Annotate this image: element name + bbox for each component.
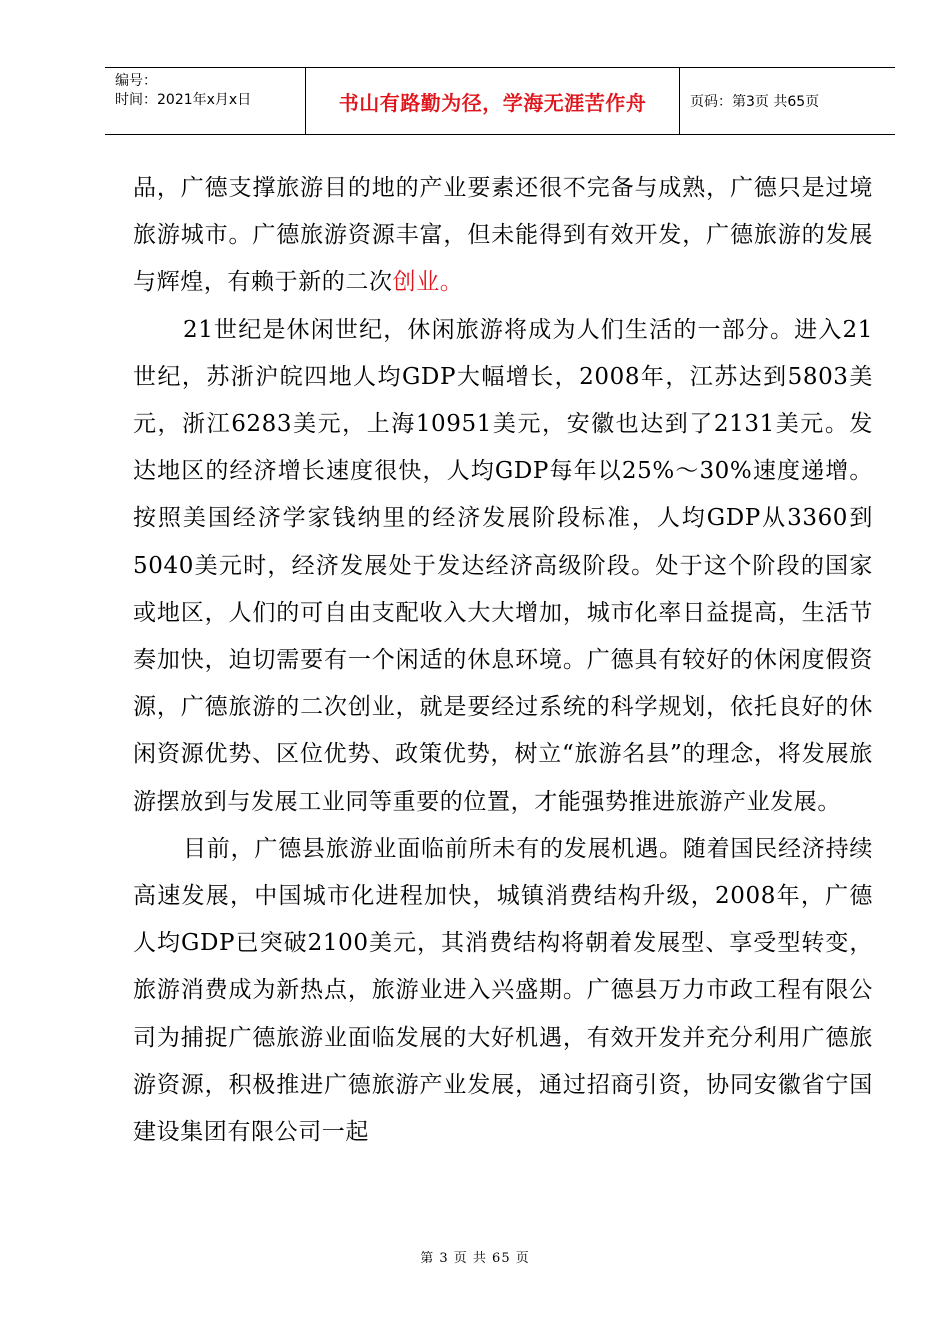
header-motto: 书山有路勤为径，学海无涯苦作舟 [306, 68, 680, 134]
page-footer: 第 3 页 共 65 页 [420, 1251, 530, 1266]
body-text [133, 165, 873, 1156]
paragraph-3: 目前，广德县旅游业面临前所未有的发展机遇。随着国民经济持续高速发展，中国城市化进程加快，城镇消费结构升级，2008年，广德人均GDP已突破2100美元，其消费结构将朝着发展型、享受型转变，旅游消费成为新热点，旅游业进入兴盛期。广德县万力市政工程有限公司为捕捉广德旅游业面临发展的大好机遇，有效开发并充分利用广德旅游资源，积极推进广德旅游产业发展，通过招商引资，协同安徽省宁国建设集团有限公司一起 [133, 835, 873, 1146]
paragraph-1-red-text: 创业。 [392, 269, 464, 296]
header-page-info: 页码：第3页 共65页 [690, 94, 820, 110]
header-meta [105, 68, 306, 134]
header-table [105, 67, 895, 135]
paragraph-1-text: 品，广德支撑旅游目的地的产业要素还很不完备与成熟，广德只是过境旅游城市。广德旅游资源丰富，但未能得到有效开发，广德旅游的发展与辉煌，有赖于新的二次 [133, 175, 873, 296]
paragraph-2: 21世纪是休闲世纪，休闲旅游将成为人们生活的一部分。进入21世纪，苏浙沪皖四地人均GDP大幅增长，2008年，江苏达到5803美元，浙江6283美元，上海10951美元，安徽也达到了2131美元。发达地区的经济增长速度很快，人均GDP每年以25%～30%速度递增。按照美国经济学家钱纳里的经济发展阶段标准，人均GDP从3360到5040美元时，经济发展处于发达经济高级阶段。处于这个阶段的国家或地区，人们的可自由支配收入大大增加，城市化率日益提高，生活节奏加快，迫切需要有一个闲适的休息环境。广德具有较好的休闲度假资源，广德旅游的二次创业，就是要经过系统的科学规划，依托良好的休闲资源优势、区位优势、政策优势，树立“旅游名县”的理念，将发展旅游摆放到与发展工业同等重要的位置，才能强势推进旅游产业发展。 [133, 316, 873, 815]
time-label: 时间：2021年x月x日 [115, 92, 252, 108]
number-label: 编号： [115, 73, 157, 89]
paragraph-1 [133, 165, 873, 307]
